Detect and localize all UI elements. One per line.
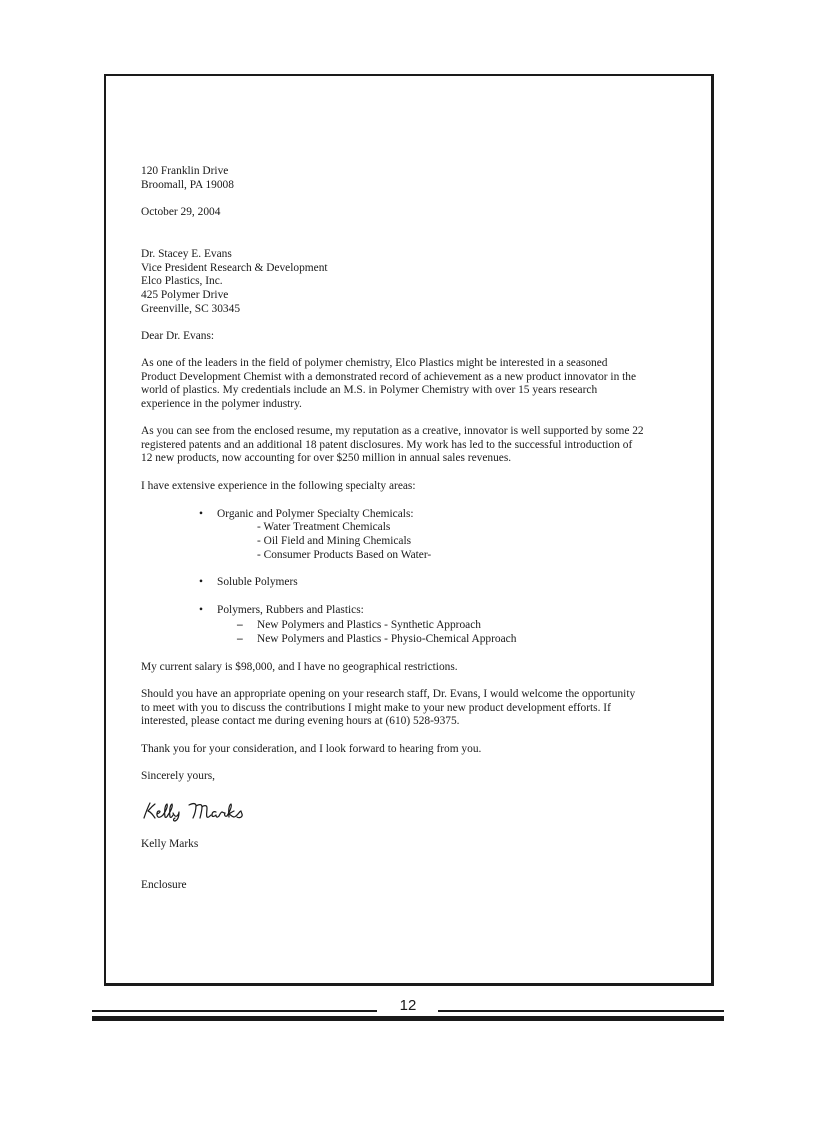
signature	[141, 800, 261, 822]
specialty-item: Organic and Polymer Specialty Chemicals:	[217, 508, 414, 520]
thanks-paragraph: Thank you for your consideration, and I look forward to hearing from you.	[141, 743, 482, 755]
specialty-intro: I have extensive experience in the following specialty areas:	[141, 480, 416, 492]
specialty-subitem: New Polymers and Plastics - Synthetic Approach	[257, 619, 481, 631]
footer-rule-right-thin	[438, 1010, 724, 1012]
sender-city: Broomall, PA 19008	[141, 179, 234, 191]
letter-date: October 29, 2004	[141, 206, 221, 218]
recipient-company: Elco Plastics, Inc.	[141, 275, 223, 287]
closing: Sincerely yours,	[141, 770, 216, 782]
specialty-subitem: - Consumer Products Based on Water-	[257, 549, 432, 561]
salary-paragraph: My current salary is $98,000, and I have no geographical restrictions.	[141, 661, 458, 673]
recipient-street: 425 Polymer Drive	[141, 289, 229, 301]
paragraph-line: As one of the leaders in the field of polymer chemistry, Elco Plastics might be interested in a seasoned	[141, 357, 608, 369]
paragraph-line: As you can see from the enclosed resume, my reputation as a creative, innovator is well supported by some 22	[141, 425, 644, 437]
paragraph-intro	[141, 357, 681, 411]
recipient-name: Dr. Stacey E. Evans	[141, 248, 232, 260]
paragraph-line: interested, please contact me during evening hours at (610) 528-9375.	[141, 715, 460, 728]
paragraph-opening	[141, 688, 681, 729]
sender-street: 120 Franklin Drive	[141, 165, 229, 177]
dash-icon: –	[237, 619, 243, 631]
paragraph-line: experience in the polymer industry.	[141, 397, 302, 410]
specialty-subitem: - Water Treatment Chemicals	[257, 521, 391, 533]
signer-name: Kelly Marks	[141, 838, 199, 850]
paragraph-line: world of plastics. My credentials include an M.S. in Polymer Chemistry with over 15 years research	[141, 384, 598, 397]
paragraph-line: 12 new products, now accounting for over $250 million in annual sales revenues.	[141, 452, 512, 465]
bullet-icon: •	[199, 604, 203, 616]
paragraph-achievements	[141, 425, 681, 466]
specialty-subitem: New Polymers and Plastics - Physio-Chemical Approach	[257, 633, 517, 645]
bullet-icon: •	[199, 576, 203, 588]
recipient-title: Vice President Research & Development	[141, 262, 328, 274]
paragraph-line: Should you have an appropriate opening on your research staff, Dr. Evans, I would welcome the opportunity	[141, 688, 636, 700]
salutation: Dear Dr. Evans:	[141, 330, 215, 342]
specialty-item: Polymers, Rubbers and Plastics:	[217, 604, 364, 616]
paragraph-line: registered patents and an additional 18 patent disclosures. My work has led to the successful introduction of	[141, 438, 633, 451]
specialty-subitem: - Oil Field and Mining Chemicals	[257, 535, 412, 547]
specialty-item: Soluble Polymers	[217, 576, 298, 588]
footer-rule-left-thin	[92, 1010, 377, 1012]
page-number: 12	[399, 997, 417, 1014]
footer-rule-thick	[92, 1016, 724, 1021]
bullet-icon: •	[199, 508, 203, 520]
recipient-city: Greenville, SC 30345	[141, 303, 241, 315]
dash-icon: –	[237, 633, 243, 645]
enclosure-note: Enclosure	[141, 879, 187, 891]
paragraph-line: Product Development Chemist with a demonstrated record of achievement as a new product innovator in the	[141, 370, 637, 383]
paragraph-line: to meet with you to discuss the contributions I might make to your new product development efforts. If	[141, 701, 611, 714]
